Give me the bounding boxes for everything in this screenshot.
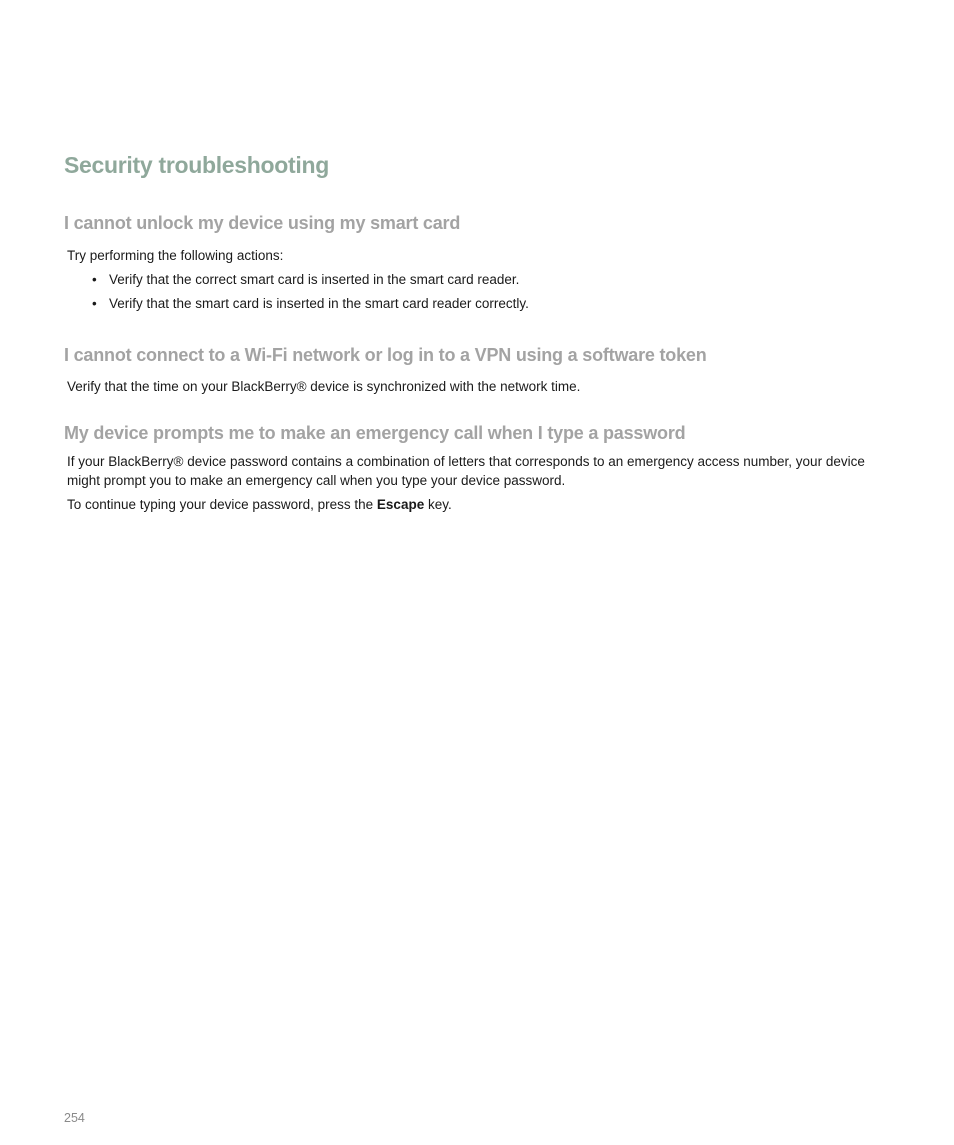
bullet-icon: • <box>92 272 97 287</box>
section-paragraph: Verify that the time on your BlackBerry® device is synchronized with the network time. <box>67 379 581 394</box>
section-paragraph-line-1: If your BlackBerry® device password contains a combination of letters that corresponds to an emergency access number, your device <box>67 454 865 469</box>
section-paragraph-line-2: might prompt you to make an emergency call when you type your device password. <box>67 473 566 488</box>
list-item <box>92 270 529 289</box>
list-item-text: Verify that the smart card is inserted in the smart card reader correctly. <box>109 296 529 311</box>
page-title: Security troubleshooting <box>64 152 329 178</box>
section-heading-wifi-vpn: I cannot connect to a Wi-Fi network or log in to a VPN using a software token <box>64 345 707 365</box>
page-number: 254 <box>64 1111 85 1125</box>
instruction-suffix: key. <box>424 497 452 512</box>
instruction-prefix: To continue typing your device password, press the <box>67 497 377 512</box>
list-item-text: Verify that the correct smart card is inserted in the smart card reader. <box>109 272 520 287</box>
bullet-icon: • <box>92 296 97 311</box>
escape-key-instruction <box>67 495 452 514</box>
section-heading-emergency-call: My device prompts me to make an emergency call when I type a password <box>64 423 686 443</box>
action-bullet-list <box>92 270 529 318</box>
section-intro-text: Try performing the following actions: <box>67 248 284 263</box>
escape-key-label: Escape <box>376 497 425 512</box>
list-item <box>92 294 529 313</box>
section-heading-smart-card: I cannot unlock my device using my smart card <box>64 213 461 233</box>
